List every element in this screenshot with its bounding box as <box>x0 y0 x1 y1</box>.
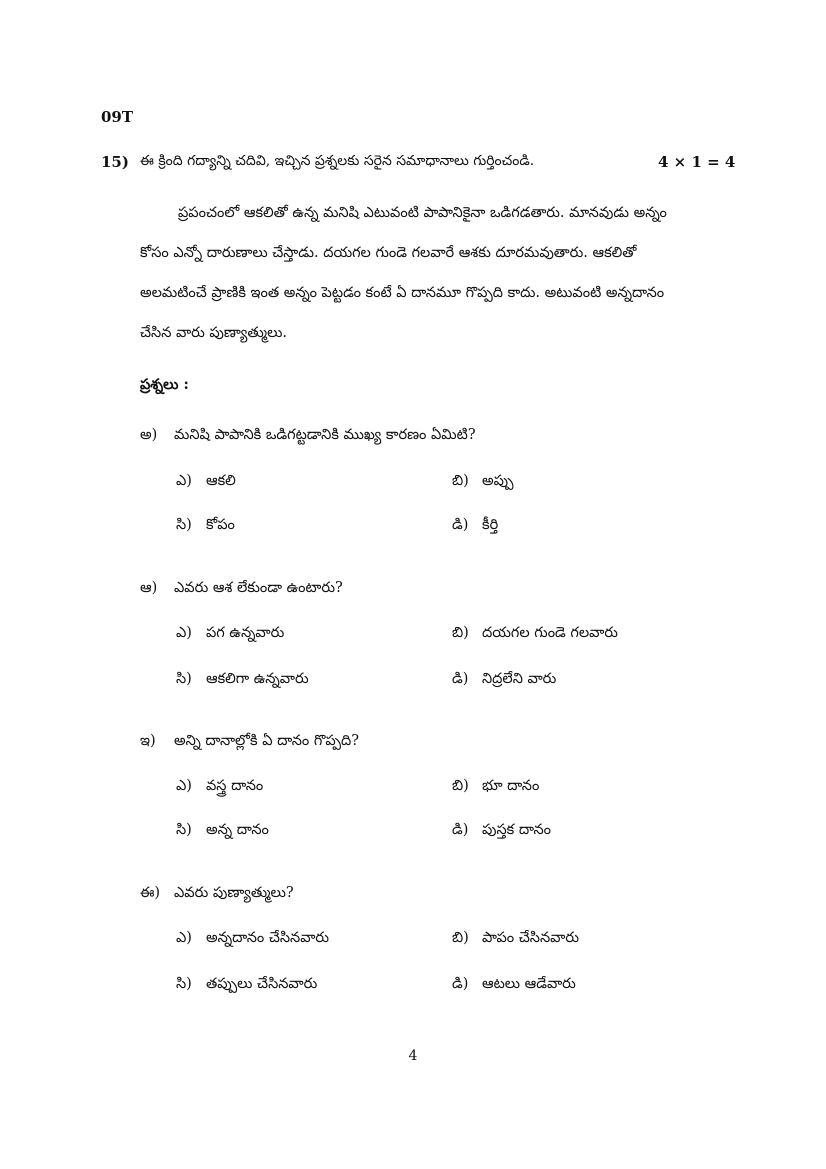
option-label: ఎ) <box>176 930 192 946</box>
option-text: ఆకలిగా ఉన్నవారు <box>206 671 309 687</box>
subquestion <box>140 885 294 905</box>
option-label: బి) <box>452 930 469 946</box>
option-text: అన్న దానం <box>206 822 269 838</box>
option-text: కీర్తి <box>482 517 499 533</box>
option-label: బి) <box>452 625 469 641</box>
option-label: డి) <box>452 671 469 687</box>
option-text: వస్త్ర దానం <box>206 778 264 794</box>
question-number: 15) <box>101 153 129 171</box>
option-text: పుస్తక దానం <box>482 822 551 838</box>
subquestion <box>140 733 359 753</box>
option-label: ఎ) <box>176 473 192 489</box>
passage: ప్రపంచంలో ఆకలితో ఉన్న మనిషి ఎటువంటి పాపానికైనా ఒడిగడతారు. మానవుడు అన్నం కోసం ఎన్నో దారుణాలు చేస్తాడు. దయగల గుండె గలవారే ఆశకు దూరమవుతారు. ఆకలితో అలమటించే ప్రాణికి ఇంత అన్నం పెట్టడం కంటే ఏ దానమూ గొప్పది కాదు. అటువంటి అన్నదానం చేసిన వారు పుణ్యాత్ములు. <box>140 205 667 341</box>
page-number: 4 <box>408 1048 418 1064</box>
option-label: సి) <box>176 822 192 838</box>
subquestion-text: మనిషి పాపానికి ఒడిగట్టడానికి ముఖ్య కారణం ఏమిటి? <box>174 427 476 443</box>
option-label: ఎ) <box>176 625 192 641</box>
option-text: ఆటలు ఆడేవారు <box>482 976 576 992</box>
option <box>176 517 235 537</box>
option <box>452 473 513 493</box>
subquestion-label: ఈ) <box>140 885 161 901</box>
subquestion-text: ఎవరు పుణ్యాత్ములు? <box>174 885 294 901</box>
option-text: పగ ఉన్నవారు <box>206 625 285 641</box>
subquestion-label: ఆ) <box>140 580 158 596</box>
option <box>176 976 317 996</box>
subquestion-text: ఎవరు ఆశ లేకుండా ఉంటారు? <box>174 580 343 596</box>
option-text: అప్పు <box>482 473 514 489</box>
option <box>176 930 329 950</box>
option <box>176 625 284 645</box>
option <box>452 976 576 996</box>
question-instruction: ఈ క్రింది గద్యాన్ని చదివి, ఇచ్చిన ప్రశ్నలకు సరైన సమాధానాలు గుర్తించండి. <box>140 153 535 169</box>
option-label: డి) <box>452 517 469 533</box>
option-text: తప్పులు చేసినవారు <box>206 976 318 992</box>
option <box>452 822 551 842</box>
questions-heading: ప్రశ్నలు : <box>140 376 189 393</box>
option <box>452 625 618 645</box>
option-label: సి) <box>176 517 192 533</box>
option <box>176 473 236 493</box>
option <box>452 517 498 537</box>
option <box>452 930 579 950</box>
option-text: నిద్రలేని వారు <box>482 671 557 687</box>
option-text: భూ దానం <box>482 778 540 794</box>
option-label: సి) <box>176 671 192 687</box>
option-label: డి) <box>452 976 469 992</box>
option-text: అన్నదానం చేసినవారు <box>206 930 330 946</box>
option-text: కోపం <box>206 517 235 533</box>
option <box>452 778 539 798</box>
option-label: ఎ) <box>176 778 192 794</box>
paper-code: 09T <box>101 108 134 126</box>
subquestion-text: అన్ని దానాల్లోకి ఏ దానం గొప్పది? <box>174 733 359 749</box>
option <box>176 671 309 691</box>
option-label: బి) <box>452 778 469 794</box>
option <box>452 671 556 691</box>
option-label: సి) <box>176 976 192 992</box>
option <box>176 778 263 798</box>
option-label: బి) <box>452 473 469 489</box>
option-text: దయగల గుండె గలవారు <box>482 625 618 641</box>
option-label: డి) <box>452 822 469 838</box>
subquestion <box>140 580 343 600</box>
subquestion-label: అ) <box>140 427 158 443</box>
option-text: పాపం చేసినవారు <box>482 930 579 946</box>
subquestion <box>140 427 476 447</box>
question-marks: 4 × 1 = 4 <box>658 153 736 171</box>
option <box>176 822 269 842</box>
option-text: ఆకలి <box>206 473 236 489</box>
subquestion-label: ఇ) <box>140 733 156 749</box>
